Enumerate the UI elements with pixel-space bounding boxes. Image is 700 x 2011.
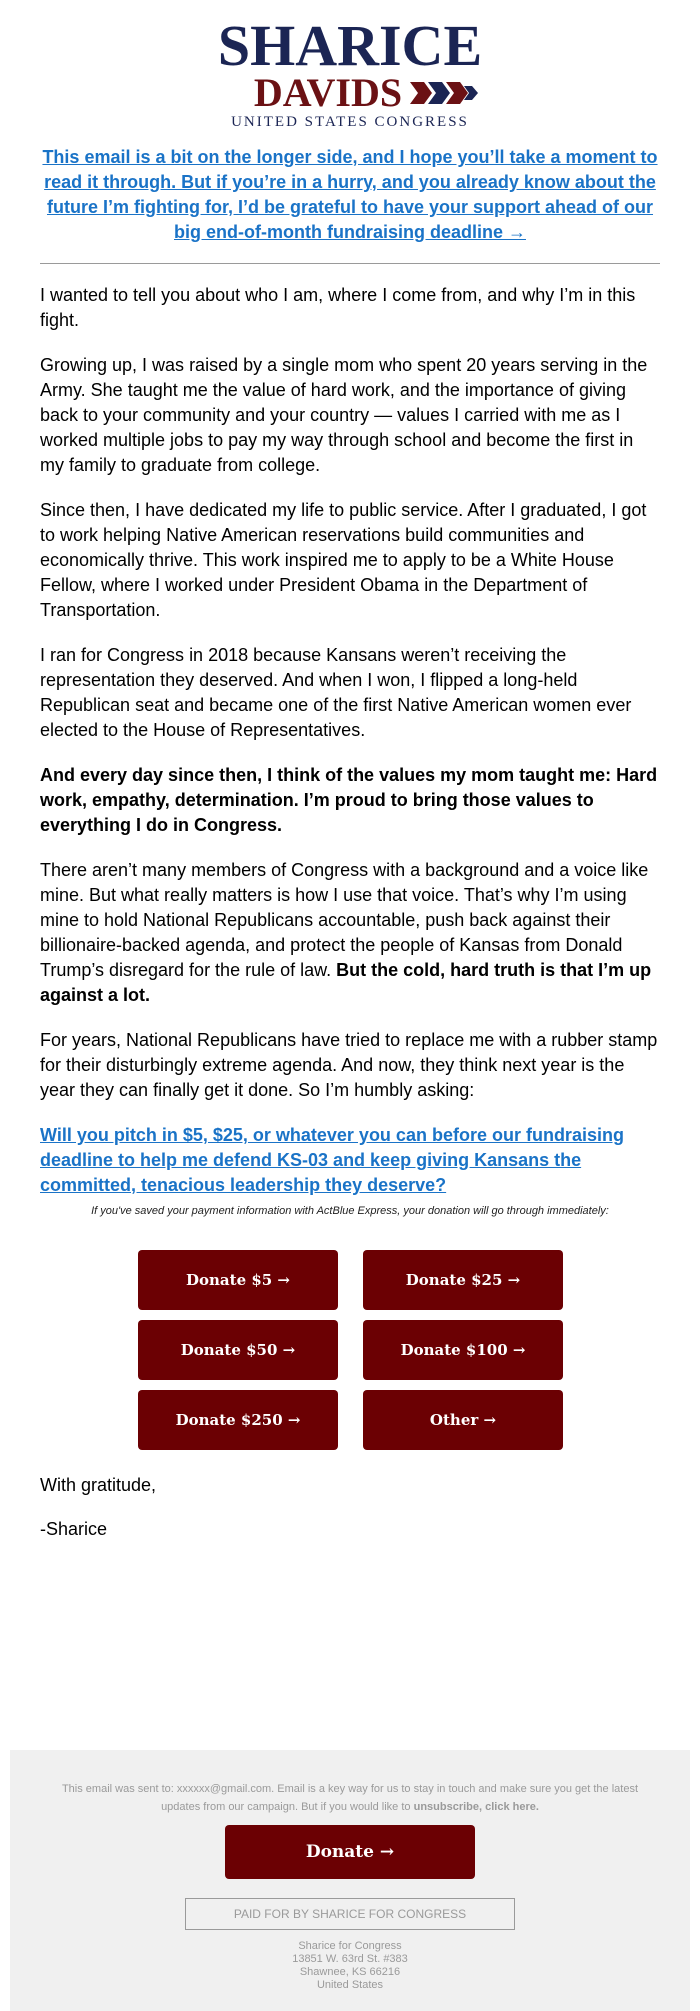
address-line-2: 13851 W. 63rd St. #383	[292, 1953, 408, 1965]
paragraph-values: And every day since then, I think of the values my mom taught me: Hard work, empathy, determination. I’m proud to bring those values to everything I do in Congress.	[40, 765, 658, 835]
footer-sent-to-text: This email was sent to: xxxxxx@gmail.com. Email is a key way for us to stay in touch and make sure you get the latest updates from our campaign. But if you would like to	[61, 1783, 639, 1813]
footer-donate-button[interactable]: Donate →	[225, 1825, 475, 1879]
campaign-logo[interactable]	[40, 13, 660, 130]
logo-last-name	[253, 70, 403, 115]
divider	[40, 263, 660, 264]
paragraph-voice-text: There aren’t many members of Congress with a background and a voice like mine. But what really matters is how I use that voice. That’s why I’m using mine to hold National Republicans accountable, push back against their billionaire-backed agenda, and protect the people of Kansas from Donald Trump’s disregard for the rule of law.	[40, 860, 649, 980]
donate-25-button[interactable]: Donate $25 →	[363, 1250, 563, 1310]
paragraph-intro: I wanted to tell you about who I am, where I come from, and why I’m in this fight.	[40, 285, 636, 330]
email-footer	[10, 1750, 690, 2011]
paragraph-voice	[40, 858, 660, 1008]
cta-paragraph	[40, 1123, 660, 1198]
paragraph-public-service: Since then, I have dedicated my life to public service. After I graduated, I got to work helping Native American reservations build communities and economically thrive. This work inspired me to apply to be a White House Fellow, where I worked under President Obama in the Department of Transportation.	[40, 500, 647, 620]
address-line-1: Sharice for Congress	[298, 1940, 402, 1952]
paid-for-disclaimer: PAID FOR BY SHARICE FOR CONGRESS	[185, 1898, 515, 1930]
paragraph-voice-bold: But the cold, hard truth is that I’m up against a lot.	[40, 960, 652, 1005]
logo-last-name-text: DAVIDS	[253, 70, 403, 115]
donate-50-button[interactable]: Donate $50 →	[138, 1320, 338, 1380]
mailing-address	[50, 1940, 650, 1992]
arrow-feather-icon	[410, 78, 480, 108]
logo-subtitle: UNITED STATES CONGRESS	[231, 114, 469, 130]
donate-100-button[interactable]: Donate $100 →	[363, 1320, 563, 1380]
footer-sent-to	[50, 1780, 650, 1816]
logo-first-name: SHARICE	[217, 13, 483, 78]
signoff-gratitude: With gratitude,	[40, 1475, 157, 1495]
paragraph-ran-for-congress: I ran for Congress in 2018 because Kansans weren’t receiving the representation they deserved. And when I won, I flipped a long-held Republican seat and became one of the first Native American women ever elected to the House of Representatives.	[40, 645, 632, 740]
cta-donate-link[interactable]: Will you pitch in $5, $25, or whatever you can before our fundraising deadline to help me defend KS-03 and keep giving Kansans the committed, tenacious leadership they deserve?	[40, 1125, 624, 1195]
intro-donate-link[interactable]: This email is a bit on the longer side, and I hope you’ll take a moment to read it through. But if you’re in a hurry, and you already know about the future I’m fighting for, I’d be grateful to have your support ahead of our big end-of-month fundraising deadline →	[42, 147, 658, 242]
address-line-4: United States	[316, 1979, 384, 1991]
donate-5-button[interactable]: Donate $5 →	[138, 1250, 338, 1310]
donate-other-button[interactable]: Other →	[363, 1390, 563, 1450]
address-line-3: Shawnee, KS 66216	[299, 1966, 401, 1978]
paragraph-ask: For years, National Republicans have tried to replace me with a rubber stamp for their disturbingly extreme agenda. And now, they think next year is the year they can finally get it done. So I’m humbly asking:	[40, 1030, 658, 1100]
signoff-name: -Sharice	[40, 1519, 108, 1539]
unsubscribe-link[interactable]: unsubscribe, click here.	[413, 1801, 539, 1813]
actblue-express-note: If you've saved your payment information with ActBlue Express, your donation will go through immediately:	[91, 1205, 609, 1217]
paragraph-growing-up: Growing up, I was raised by a single mom who spent 20 years serving in the Army. She taught me the value of hard work, and the importance of giving back to your community and your country — values I carried with me as I worked multiple jobs to pay my way through school and become the first in my family to graduate from college.	[40, 355, 648, 475]
donate-250-button[interactable]: Donate $250 →	[138, 1390, 338, 1450]
